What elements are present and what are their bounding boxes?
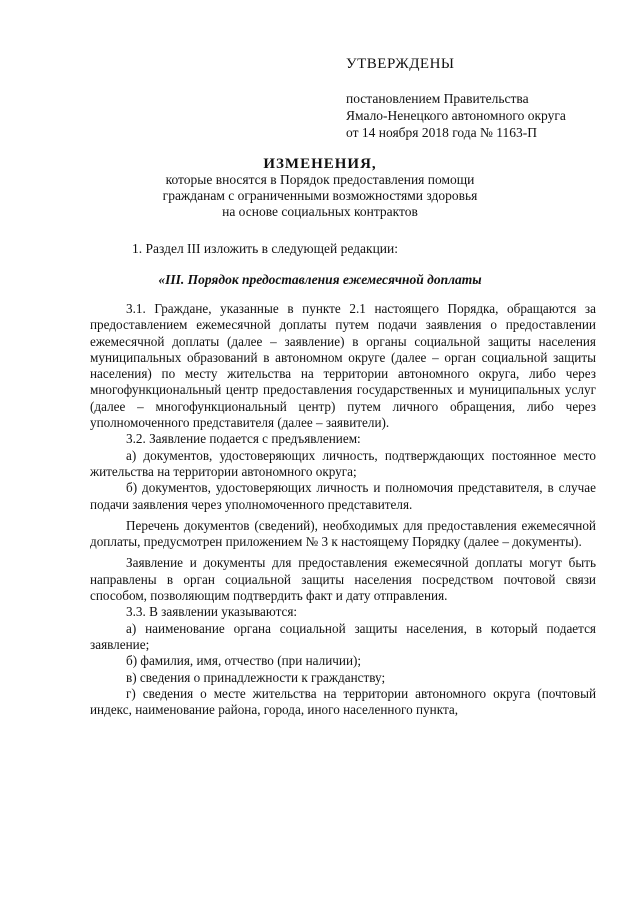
amendment-item: 1. Раздел III изложить в следующей редакции: xyxy=(132,241,399,256)
approval-line: Ямало-Ненецкого автономного округа xyxy=(346,108,566,123)
section-title: «III. Порядок предоставления ежемесячной доплаты xyxy=(158,272,482,287)
paragraph: б) документов, удостоверяющих личность и полномочия представителя, в случае подачи заявления через уполномоченного представителя. xyxy=(90,480,596,512)
paragraph: в) сведения о принадлежности к гражданству; xyxy=(126,669,386,685)
document-title: ИЗМЕНЕНИЯ, xyxy=(263,156,377,172)
approval-line: постановлением Правительства xyxy=(346,91,529,106)
paragraph: 3.3. В заявлении указываются: xyxy=(126,604,298,620)
paragraph: а) документов, удостоверяющих личность, подтверждающих постоянное место жительства на территории автономного округа; xyxy=(90,447,596,479)
paragraph: а) наименование органа социальной защиты населения, в который подается заявление; xyxy=(90,620,596,652)
paragraph: г) сведения о месте жительства на территории автономного округа (почтовый индекс, наименование района, города, иного населенного пункта, xyxy=(90,685,596,718)
paragraph: Заявление и документы для предоставления ежемесячной доплаты могут быть направлены в орган социальной защиты населения посредством почтовой связи способом, позволяющим подтвердить факт и дату отправления. xyxy=(90,555,596,604)
paragraph: 3.1. Граждане, указанные в пункте 2.1 настоящего Порядка, обращаются за предоставлением ежемесячной доплаты путем подачи заявления о предоставлении ежемесячной доплаты (далее – заявление) в органы социальной защиты населения муниципальных образований в автономном округе (далее – орган социальной защиты населения) по месту жительства на территории автономного округа, либо через многофункциональный центр предоставления государственных и муниципальных услуг (далее – многофункциональный центр) путем личного обращения, либо через уполномоченного представителя (далее – заявители). xyxy=(90,301,596,431)
paragraph: Перечень документов (сведений), необходимых для предоставления ежемесячной доплаты, предусмотрен приложением № 3 к настоящему Порядку (далее – документы). xyxy=(90,517,596,550)
paragraph: б) фамилия, имя, отчество (при наличии); xyxy=(126,653,362,669)
document-body xyxy=(90,301,596,718)
document-heading xyxy=(60,156,580,220)
heading-line: на основе социальных контрактов xyxy=(222,204,418,219)
paragraph: 3.2. Заявление подается с предъявлением: xyxy=(126,431,361,447)
approval-title: УТВЕРЖДЕНЫ xyxy=(346,56,455,72)
heading-line: которые вносятся в Порядок предоставления помощи xyxy=(165,172,475,187)
approval-stamp xyxy=(346,56,626,141)
heading-line: гражданам с ограниченными возможностями здоровья xyxy=(162,188,478,203)
approval-line: от 14 ноября 2018 года № 1163-П xyxy=(346,125,538,140)
